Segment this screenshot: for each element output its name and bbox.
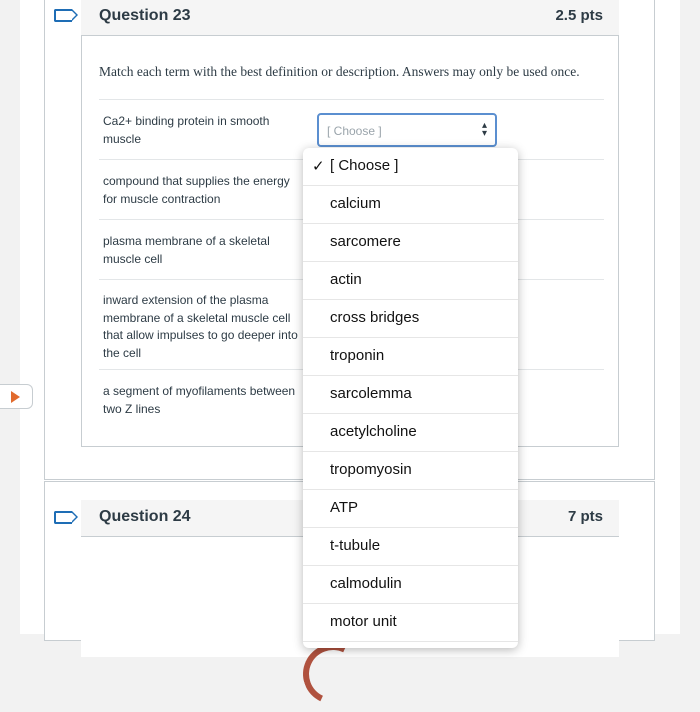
dropdown-option[interactable]	[303, 490, 518, 528]
option-label: sarcolemma	[330, 385, 412, 402]
dropdown-option[interactable]	[303, 528, 518, 566]
question-title: Question 23	[99, 7, 191, 24]
play-arrow-icon	[11, 391, 20, 403]
dropdown-option[interactable]	[303, 566, 518, 604]
answer-dropdown-menu	[303, 148, 518, 648]
answer-select[interactable]	[317, 113, 497, 147]
option-label: cross bridges	[330, 309, 420, 326]
dropdown-option[interactable]	[303, 452, 518, 490]
select-value: [ Choose ]	[327, 124, 382, 138]
checkmark-icon: ✓	[312, 158, 325, 175]
option-label: ATP	[330, 499, 359, 516]
dropdown-option[interactable]	[303, 604, 518, 642]
option-label: motor unit	[330, 613, 397, 630]
option-label: acetylcholine	[330, 423, 417, 440]
question-header	[81, 0, 619, 36]
option-label: t-tubule	[330, 537, 381, 554]
option-label: sarcomere	[330, 233, 401, 250]
dropdown-option[interactable]	[303, 300, 518, 338]
match-term: compound that supplies the energy for muscle contraction	[103, 174, 290, 206]
option-label: troponin	[330, 347, 385, 364]
flag-icon[interactable]	[54, 511, 72, 524]
dropdown-option[interactable]	[303, 224, 518, 262]
dropdown-option-choose[interactable]	[303, 148, 518, 186]
option-label: [ Choose ]	[330, 157, 399, 174]
dropdown-option[interactable]	[303, 338, 518, 376]
dropdown-option[interactable]	[303, 186, 518, 224]
updown-chevron-icon: ▴ ▾	[481, 120, 487, 139]
option-label: tropomyosin	[330, 461, 412, 478]
question-nav-toggle[interactable]	[0, 384, 33, 409]
question-title: Question 24	[99, 508, 191, 525]
option-label: calmodulin	[330, 575, 402, 592]
dropdown-option[interactable]	[303, 376, 518, 414]
option-label: calcium	[330, 195, 381, 212]
question-points: 7 pts	[567, 508, 603, 525]
question-prompt: Match each term with the best definition or description. Answers may only be used once.	[99, 64, 580, 79]
match-term: plasma membrane of a skeletal muscle cell	[103, 234, 270, 266]
match-term: inward extension of the plasma membrane of a skeletal muscle cell that allow impulses to go deeper into the cell	[103, 293, 298, 360]
question-points: 2.5 pts	[555, 7, 603, 24]
dropdown-option[interactable]	[303, 414, 518, 452]
flag-icon[interactable]	[54, 9, 72, 22]
match-term: Ca2+ binding protein in smooth muscle	[103, 114, 270, 146]
option-label: actin	[330, 271, 362, 288]
match-term: a segment of myofilaments between two Z lines	[103, 384, 296, 416]
dropdown-option[interactable]	[303, 262, 518, 300]
